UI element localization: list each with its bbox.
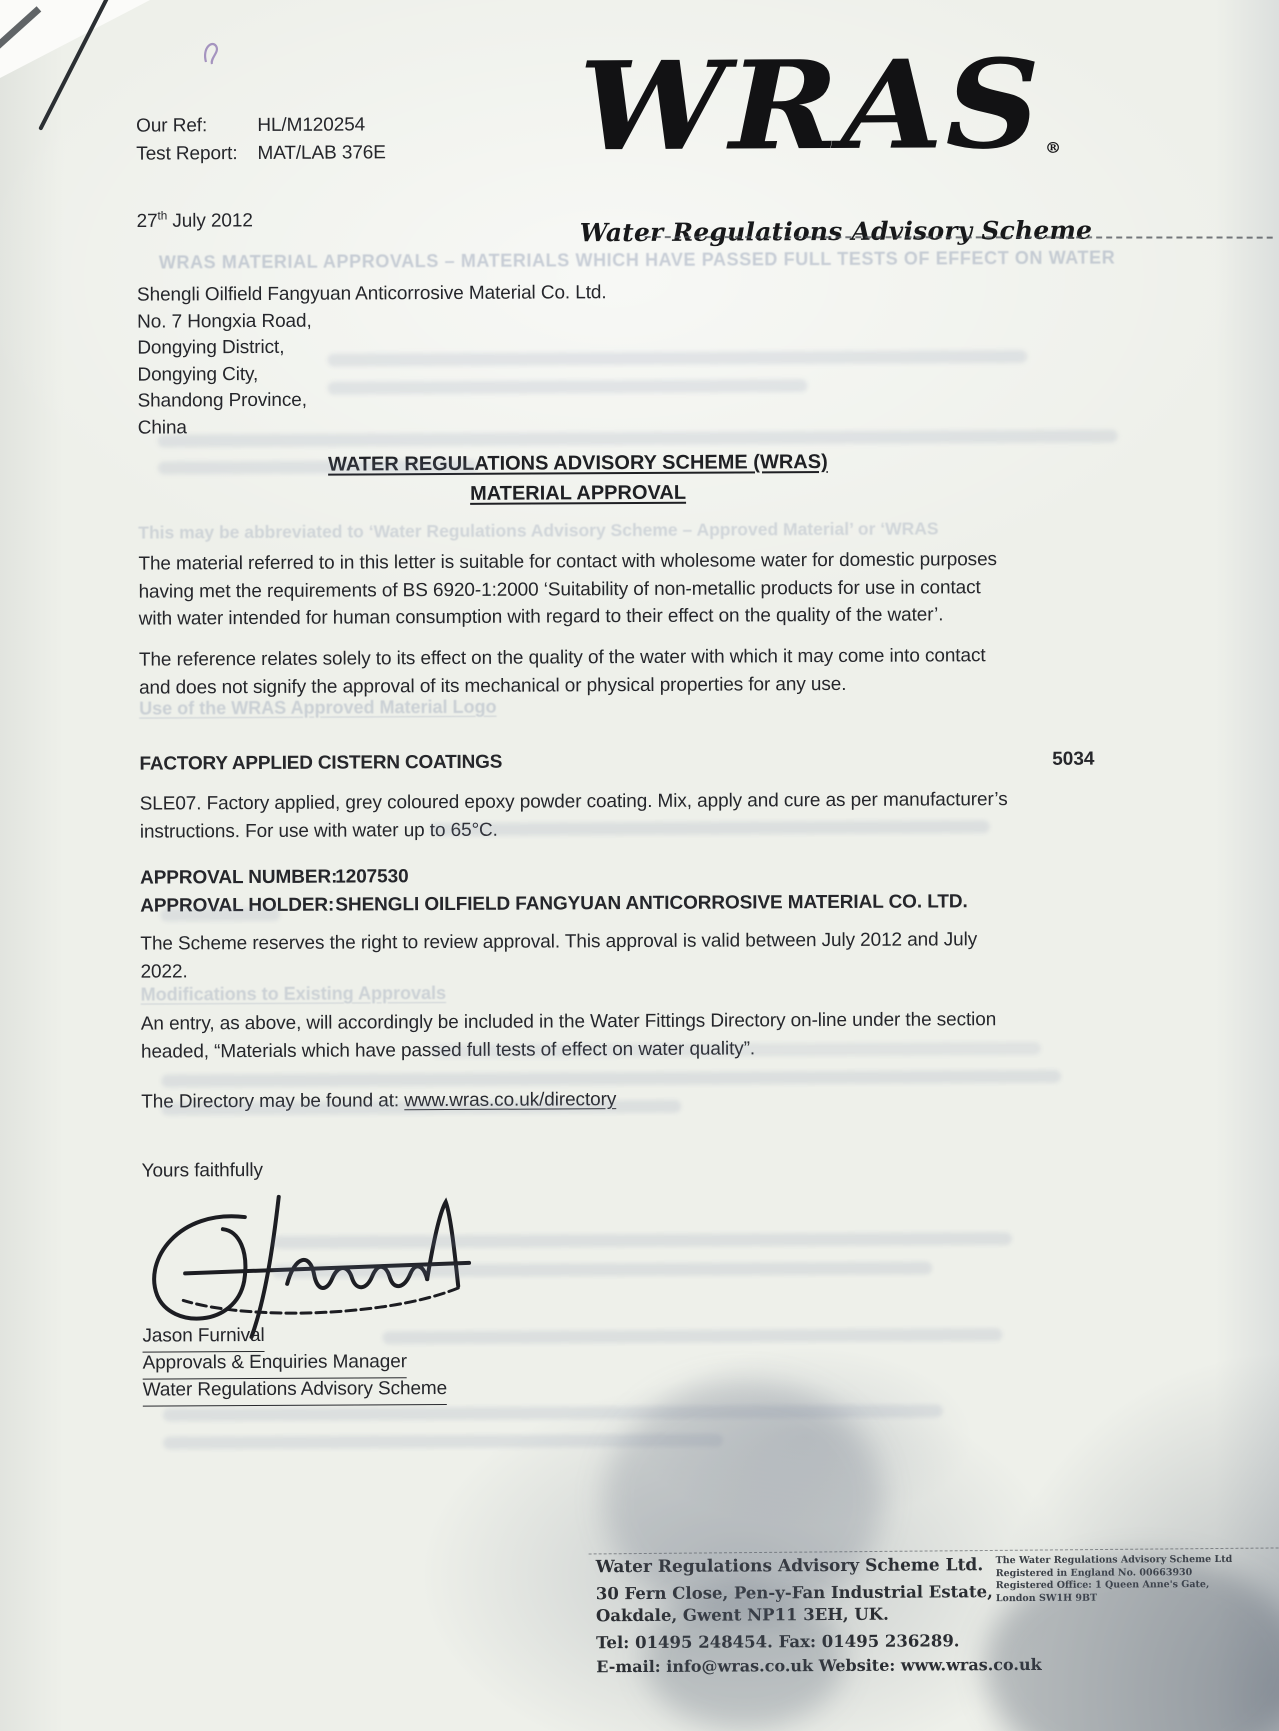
scan-smudge <box>603 1379 884 1620</box>
footer-address-2: Oakdale, Gwent NP11 3EH, UK. <box>595 1604 889 1626</box>
approval-number-label: APPROVAL NUMBER: <box>140 866 338 889</box>
body-paragraph-2: The reference relates solely to its effect on the quality of the water with which it may come into contact and does not signify the approval of its mechanical or physical properties for any use. <box>138 645 986 699</box>
ref-label: Our Ref: <box>136 115 208 137</box>
footer-org: Water Regulations Advisory Scheme Ltd. <box>595 1555 984 1578</box>
footer-email-web: E-mail: info@wras.co.uk Website: www.wras.co.uk <box>596 1654 1042 1677</box>
registration-line: The Water Regulations Advisory Scheme Ltd <box>995 1553 1233 1567</box>
signatory-org: Water Regulations Advisory Scheme <box>143 1375 448 1406</box>
document-title-line1: WATER REGULATIONS ADVISORY SCHEME (WRAS) <box>328 451 828 476</box>
bleedthrough-smudge <box>160 908 280 922</box>
recipient-address-line: China <box>137 417 187 439</box>
valediction: Yours faithfully <box>141 1159 263 1182</box>
bleedthrough-smudge <box>158 460 478 475</box>
recipient-address-line: No. 7 Hongxia Road, <box>137 310 312 333</box>
signatory-name: Jason Furnival <box>142 1322 264 1352</box>
reference-row <box>136 111 365 140</box>
approval-number-row <box>140 863 409 892</box>
bleedthrough-line: This may be abbreviated to ‘Water Regulations Advisory Scheme – Approved Material’ or ‘WRAS <box>138 518 939 543</box>
recipient-address-line: Shengli Oilfield Fangyuan Anticorrosive Material Co. Ltd. <box>136 282 607 306</box>
ref-value: HL/M120254 <box>257 114 366 136</box>
body-paragraph-4: An entry, as above, will accordingly be included in the Water Fittings Directory on-line under the section headed, “Materials which have passed full tests of effect on water quality”. <box>140 1009 997 1063</box>
body-paragraph-1: The material referred to in this letter is suitable for contact with wholesome water for domestic purposes having met the requirements of BS 6920-1:2000 ‘Suitability of non-metallic products for use in contact with water intended for human consumption with regard to their effect on the quality of the water’. <box>138 549 997 630</box>
bleedthrough-smudge <box>327 350 1027 367</box>
registered-trademark-symbol: ® <box>1044 138 1062 157</box>
bleedthrough-smudge <box>327 379 807 395</box>
scan-smudge <box>644 1589 845 1730</box>
document-title-line2: MATERIAL APPROVAL <box>470 481 687 505</box>
body-paragraph-3: The Scheme reserves the right to review approval. This approval is valid between July 2012 and July 2022. <box>140 929 978 983</box>
registration-line: Registered in England No. 00663930 <box>995 1566 1193 1579</box>
test-report-value: MAT/LAB 376E <box>257 142 386 164</box>
recipient-address-line: Shandong Province, <box>137 389 307 412</box>
test-report-label: Test Report: <box>136 143 238 165</box>
bleedthrough-smudge <box>161 1100 681 1116</box>
section-heading-row <box>139 749 1094 776</box>
directory-link[interactable]: www.wras.co.uk/directory <box>404 1089 617 1112</box>
section-heading: FACTORY APPLIED CISTERN COATINGS <box>139 751 503 775</box>
recipient-address-line: Dongying District, <box>137 336 285 359</box>
approval-holder-label: APPROVAL HOLDER: <box>140 894 335 917</box>
letter-date: 27th July 2012 <box>136 209 253 232</box>
product-description: SLE07. Factory applied, grey coloured epoxy powder coating. Mix, apply and cure as per manufacturer’s instructions. For use with water up to 65°C. <box>139 789 1008 843</box>
registration-line: London SW1H 9BT <box>995 1592 1098 1604</box>
registration-line: Registered Office: 1 Queen Anne's Gate, <box>995 1579 1210 1592</box>
recipient-address-line: Dongying City, <box>137 363 259 386</box>
bleedthrough-smudge <box>382 1328 1002 1344</box>
bleedthrough-heading: WRAS MATERIAL APPROVALS – MATERIALS WHICH HAVE PASSED FULL TESTS OF EFFECT ON WATER <box>158 247 1116 273</box>
bleedthrough-smudge <box>272 1261 932 1277</box>
approval-number-value: 1207530 <box>335 866 409 888</box>
approval-holder-value: SHENGLI OILFIELD FANGYUAN ANTICORROSIVE MATERIAL CO. LTD. <box>335 891 968 916</box>
test-report-row <box>136 139 386 168</box>
directory-line-prefix: The Directory may be found at: <box>141 1090 405 1113</box>
date-ordinal-suffix: th <box>157 209 168 223</box>
bleedthrough-subheading: Modifications to Existing Approvals <box>140 983 447 1005</box>
bleedthrough-smudge <box>161 1070 1061 1088</box>
bleedthrough-smudge <box>272 1232 1012 1249</box>
footer-tel-fax: Tel: 01495 248454. Fax: 01495 236289. <box>596 1631 960 1653</box>
signatory-role: Approvals & Enquiries Manager <box>143 1348 407 1379</box>
section-code: 5034 <box>1052 748 1095 770</box>
wras-logo-subtitle: Water Regulations Advisory Scheme <box>579 215 1093 248</box>
footer-address-1: 30 Fern Close, Pen-y-Fan Industrial Estate, <box>595 1582 993 1604</box>
wras-wordmark: WRAS ® <box>578 31 1062 179</box>
wras-logo <box>578 31 1093 248</box>
bleedthrough-subheading: Use of the WRAS Approved Material Logo <box>139 696 497 719</box>
bleedthrough-smudge <box>158 429 1118 447</box>
